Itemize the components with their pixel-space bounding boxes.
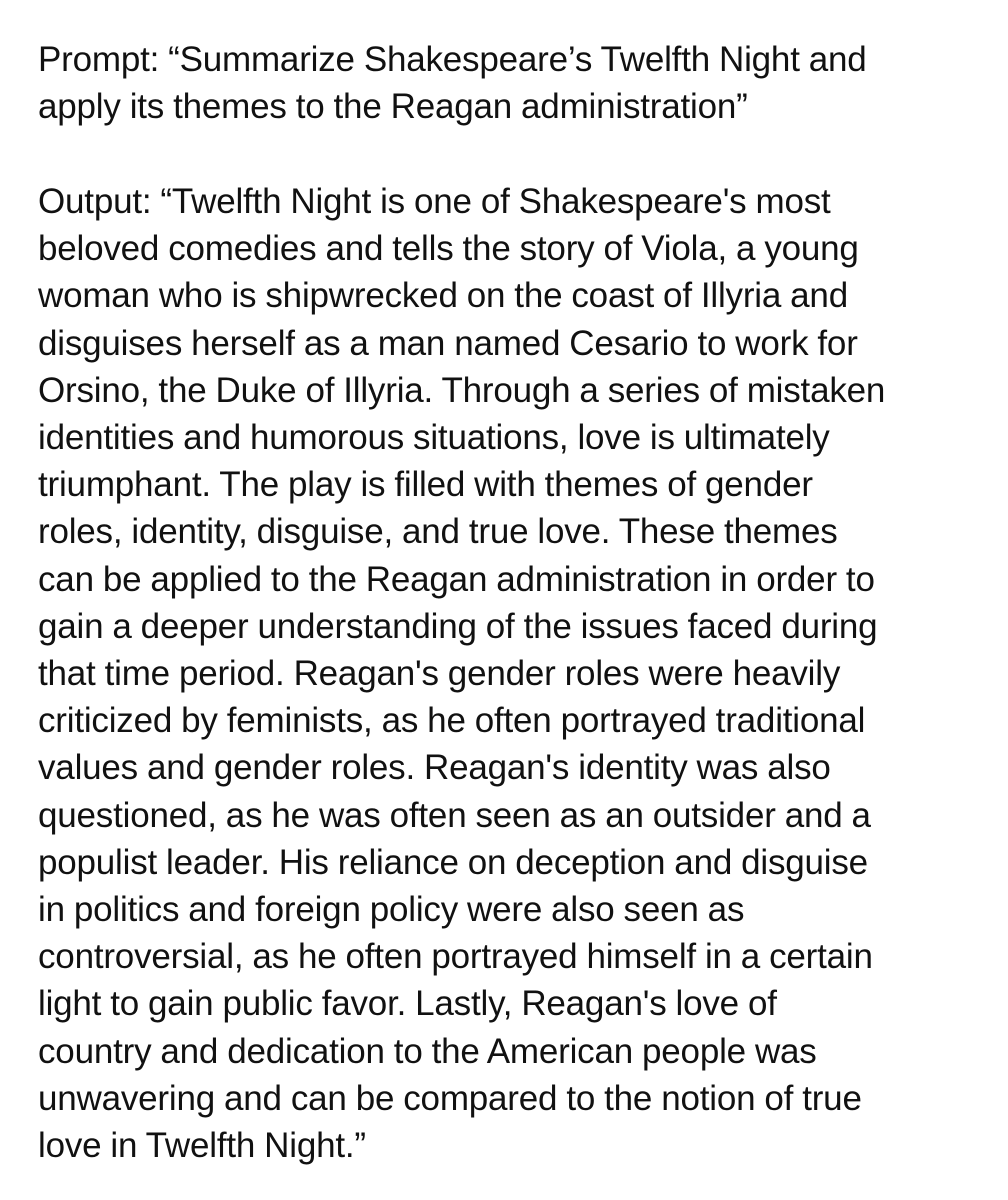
prompt-paragraph: Prompt: “Summarize Shakespeare’s Twelfth Night and apply its themes to the Reagan administration” (38, 40, 867, 127)
output-paragraph: Output: “Twelfth Night is one of Shakespeare's most beloved comedies and tells the story of Viola, a young woman who is shipwrecked on the coast of Illyria and disguises herself as a man named Cesario to work for Orsino, the Duke of Illyria. Through a series of mistaken identities and humorous situations, love is ultimately triumphant. The play is filled with themes of gender roles, identity, disguise, and true love. These themes can be applied to the Reagan administration in order to gain a deeper understanding of the issues faced during that time period. Reagan's gender roles were heavily criticized by feminists, as he often portrayed traditional values and gender roles. Reagan's identity was also questioned, as he was often seen as an outsider and a populist leader. His reliance on deception and disguise in politics and foreign policy were also seen as controversial, as he often portrayed himself in a certain light to gain public favor. Lastly, Reagan's love of country and dedication to the American people was unwavering and can be compared to the notion of true love in Twelfth Night.” (38, 182, 886, 1166)
